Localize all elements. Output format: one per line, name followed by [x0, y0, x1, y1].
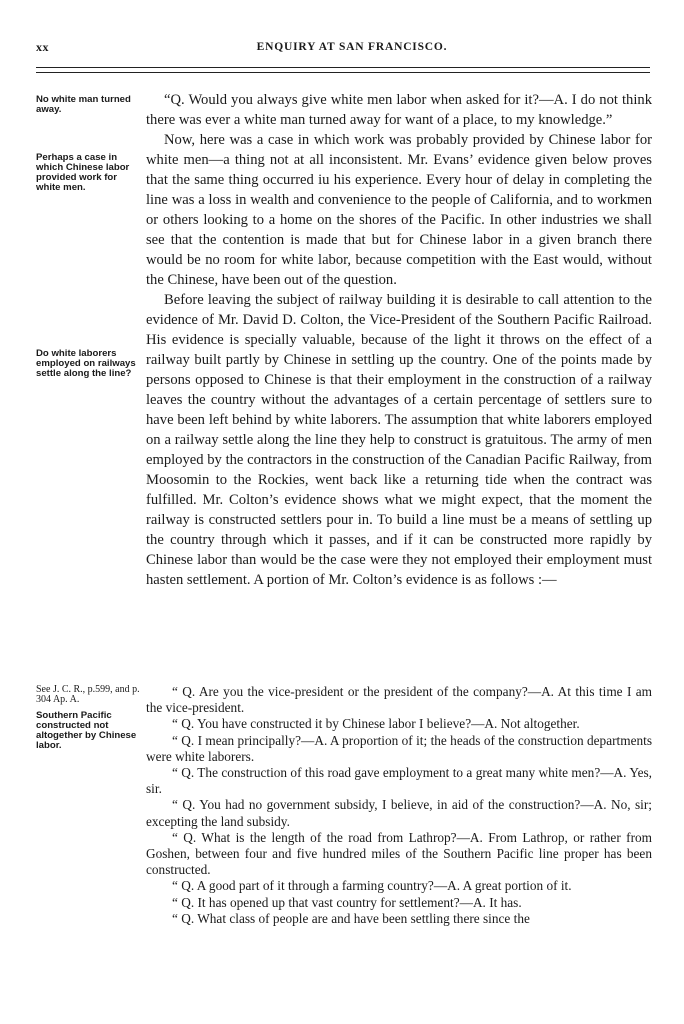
margin-note: Southern Pacific constructed not altogether by Chinese labor. [36, 710, 137, 751]
running-header: ENQUIRY AT SAN FRANCISCO. [256, 41, 448, 53]
qa-line: “ Q. The construction of this road gave employment to a great many white men?—A. Yes, sir. [146, 765, 652, 797]
qa-line: “ Q. I mean principally?—A. A proportion of it; the heads of the construction departments were white laborers. [146, 732, 652, 764]
evidence-block [146, 684, 652, 927]
qa-line: “ Q. What class of people are and have been settling there since the [172, 910, 530, 926]
margin-note: Perhaps a case in which Chinese labor provided work for white men. [36, 152, 130, 193]
qa-line: “ Q. You had no government subsidy, I believe, in aid of the construction?—A. No, sir; excepting the land subsidy. [146, 797, 652, 829]
paragraph: Before leaving the subject of railway building it is desirable to call attention to the evidence of Mr. David D. Colton, the Vice-President of the Southern Pacific Railroad. His evidence is specially valuable, because of the light it throws on the effect of a railway built partly by Chinese in settling up the country. One of the points made by persons opposed to Chinese is that their employment in the construction of a railway leaves the country without the advantages of a certain percentage of settlers sure to have been left behind by white laborers. The assumption that white laborers employed on a railway settle along the line they help to construct is gratuitous. The army of men employed by the contractors in the construction of the Canadian Pacific Railway, from Moosomin to the Rockies, went back like a returning tide when the contract was fulfilled. Mr. Colton’s evidence shows what we might expect, that the moment the railway is constructed settlers pour in. To build a line must be a means of settling up the country through which it passes, and if it can be constructed more rapidly by Chinese labor than would be the case were they not employed their employment must hasten settlement. A portion of Mr. Colton’s evidence is as follows :— [146, 292, 652, 588]
paragraph: “Q. Would you always give white men labor when asked for it?—A. I do not think there was ever a white man turned away for want of a place, to my knowledge.” [146, 92, 652, 128]
qa-line: “ Q. You have constructed it by Chinese labor I believe?—A. Not altogether. [172, 716, 580, 732]
margin-note: Do white laborers employed on railways settle along the line? [36, 348, 136, 379]
margin-note: No white man turned away. [36, 94, 131, 115]
qa-line: “ Q. What is the length of the road from Lathrop?—A. From Lathrop, or rather from Goshen, between four and five hundred miles of the Southern Pacific line proper has been constructed. [146, 829, 652, 878]
qa-line: “ Q. Are you the vice-president or the president of the company?—A. At this time I am the vice-president. [146, 684, 652, 716]
paragraph: Now, here was a case in which work was probably provided by Chinese labor for white men—a thing not at all inconsistent. Mr. Evans’ evidence given below proves that the same thing occurred iu his experience. Every hour of delay in completing the line was a loss in wealth and convenience to the people of California, and to workmen or others looking to a home on the shores of the Pacific. In other industries we shall see that the contention is made that but for Chinese labor in a given branch there would be no room for white labor, because competition with the East would, without the Chinese, have been out of the question. [146, 132, 652, 288]
margin-note-reference: See J. C. R., p.599, and p. 304 Ap. A. [36, 684, 140, 705]
body-text [146, 90, 652, 590]
header-rule-thin [36, 72, 650, 73]
header-rule-thick [36, 67, 650, 68]
qa-line: “ Q. It has opened up that vast country for settlement?—A. It has. [172, 894, 522, 910]
page-number: xx [36, 40, 49, 54]
qa-line: “ Q. A good part of it through a farming country?—A. A great portion of it. [172, 878, 572, 894]
